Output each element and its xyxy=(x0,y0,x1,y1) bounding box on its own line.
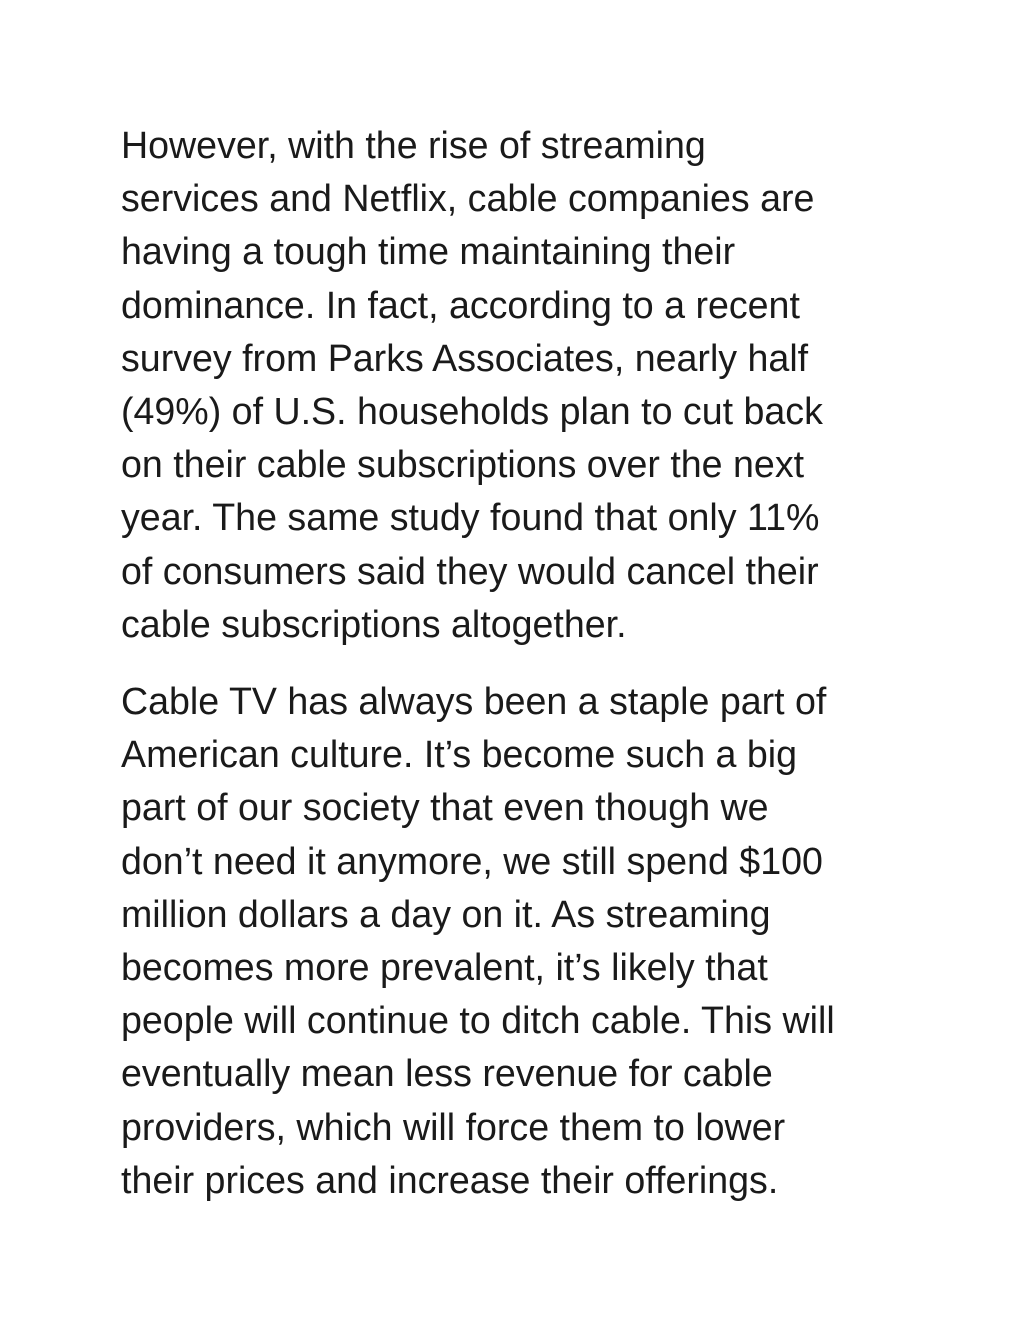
text-line: of consumers said they would cancel their xyxy=(121,549,819,592)
text-line: However, with the rise of streaming xyxy=(121,124,706,166)
text-line: services and Netflix, cable companies are xyxy=(121,177,815,220)
text-line: part of our society that even though we xyxy=(121,786,769,829)
paragraph-cable-culture xyxy=(121,675,911,1207)
text-line: their prices and increase their offerings. xyxy=(121,1158,779,1201)
text-line: American culture. It’s become such a big xyxy=(121,733,798,776)
text-line: survey from Parks Associates, nearly half xyxy=(121,336,809,379)
text-line: (49%) of U.S. households plan to cut back xyxy=(121,390,823,433)
text-line: year. The same study found that only 11% xyxy=(121,496,820,539)
text-line: dominance. In fact, according to a recent xyxy=(121,283,800,326)
text-line: having a tough time maintaining their xyxy=(121,230,736,273)
text-line: eventually mean less revenue for cable xyxy=(121,1052,773,1095)
text-line: million dollars a day on it. As streaming xyxy=(121,892,771,935)
text-line: people will continue to ditch cable. This will xyxy=(121,999,835,1042)
document-body xyxy=(121,119,911,1207)
text-line: cable subscriptions altogether. xyxy=(121,602,627,645)
text-line: becomes more prevalent, it’s likely that xyxy=(121,946,768,989)
text-line: on their cable subscriptions over the next xyxy=(121,443,805,486)
text-line: providers, which will force them to lower xyxy=(121,1105,786,1148)
text-line: Cable TV has always been a staple part of xyxy=(121,680,827,723)
text-line: don’t need it anymore, we still spend $100 xyxy=(121,839,823,882)
paragraph-streaming-survey xyxy=(121,119,911,651)
